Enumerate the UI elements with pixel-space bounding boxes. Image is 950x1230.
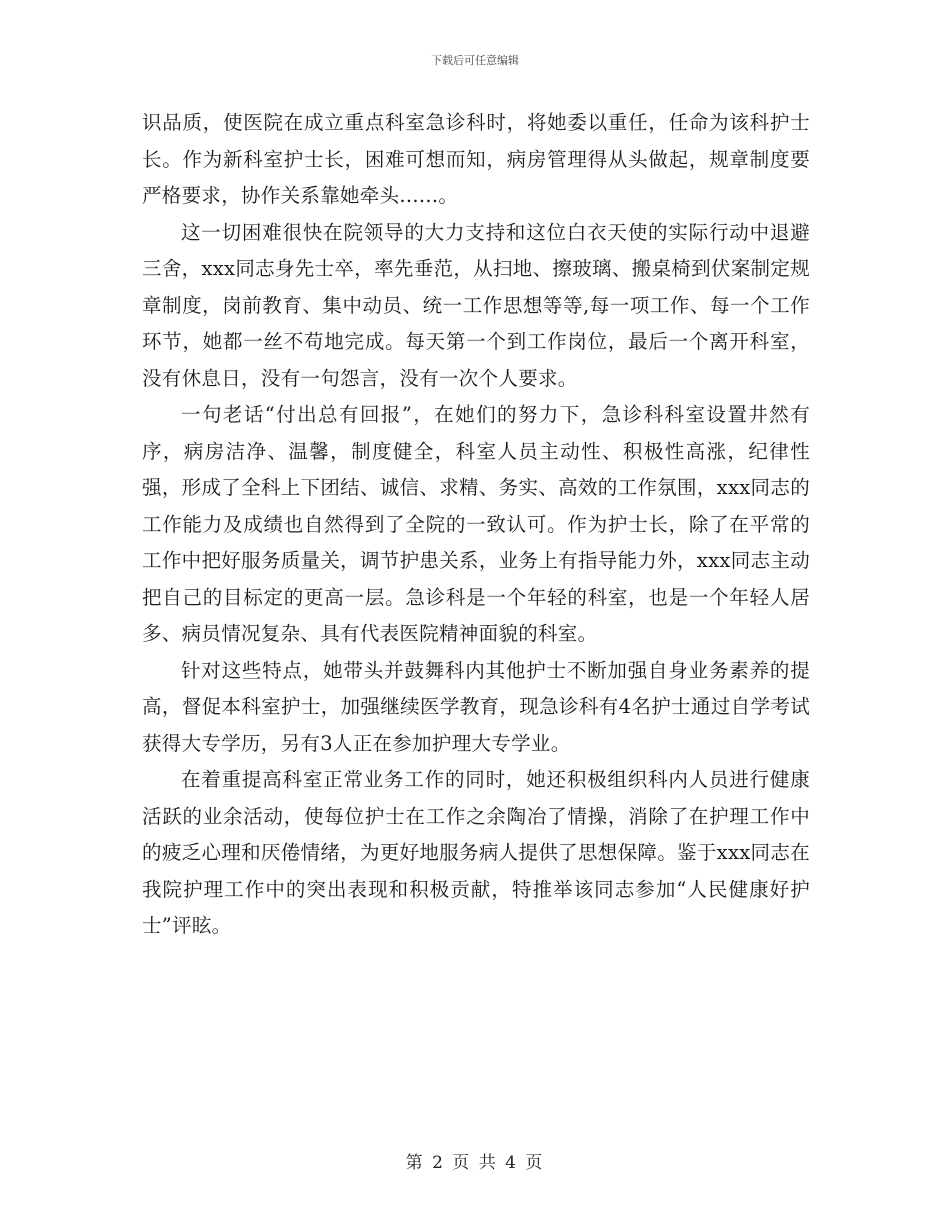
paragraph-2: 这一切困难很快在院领导的大力支持和这位白衣天使的实际行动中退避三舍，xxx同志身先士卒，率先垂范，从扫地、擦玻璃、搬桌椅到伏案制定规章制度，岗前教育、集中动员、统一工作思想等等,每一项工作、每一个工作环节，她都一丝不苟地完成。每天第一个到工作岗位，最后一个离开科室，没有休息日，没有一句怨言，没有一次个人要求。 (142, 220, 810, 390)
paragraph-3: 一句老话“付出总有回报”，在她们的努力下，急诊科科室设置井然有序，病房洁净、温馨，制度健全，科室人员主动性、积极性高涨，纪律性强，形成了全科上下团结、诚信、求精、务实、高效的工作氛围，xxx同志的工作能力及成绩也自然得到了全院的一致认可。作为护士长，除了在平常的工作中把好服务质量关，调节护患关系，业务上有指导能力外，xxx同志主动把自己的目标定的更高一层。急诊科是一个年轻的科室，也是一个年轻人居多、病员情况复杂、具有代表医院精神面貌的科室。 (142, 403, 810, 645)
document-body (142, 105, 810, 945)
paragraph-5: 在着重提高科室正常业务工作的同时，她还积极组织科内人员进行健康活跃的业余活动，使每位护士在工作之余陶冶了情操，消除了在护理工作中的疲乏心理和厌倦情绪，为更好地服务病人提供了思想保障。鉴于xxx同志在我院护理工作中的突出表现和积极贡献，特推举该同志参加“人民健康好护士”评眩。 (142, 768, 810, 937)
page-number: 第 2 页 共 4 页 (405, 1153, 545, 1173)
paragraph-4: 针对这些特点，她带头并鼓舞科内其他护士不断加强自身业务素养的提高，督促本科室护士，加强继续医学教育，现急诊科有4名护士通过自学考试获得大专学历，另有3人正在参加护理大专学业。 (142, 658, 810, 755)
page-header-note: 下载后可任意编辑 (431, 54, 519, 67)
paragraph-1: 识品质，使医院在成立重点科室急诊科时，将她委以重任，任命为该科护士长。作为新科室护士长，困难可想而知，病房管理得从头做起，规章制度要严格要求，协作关系靠她牵头......。 (142, 111, 810, 207)
